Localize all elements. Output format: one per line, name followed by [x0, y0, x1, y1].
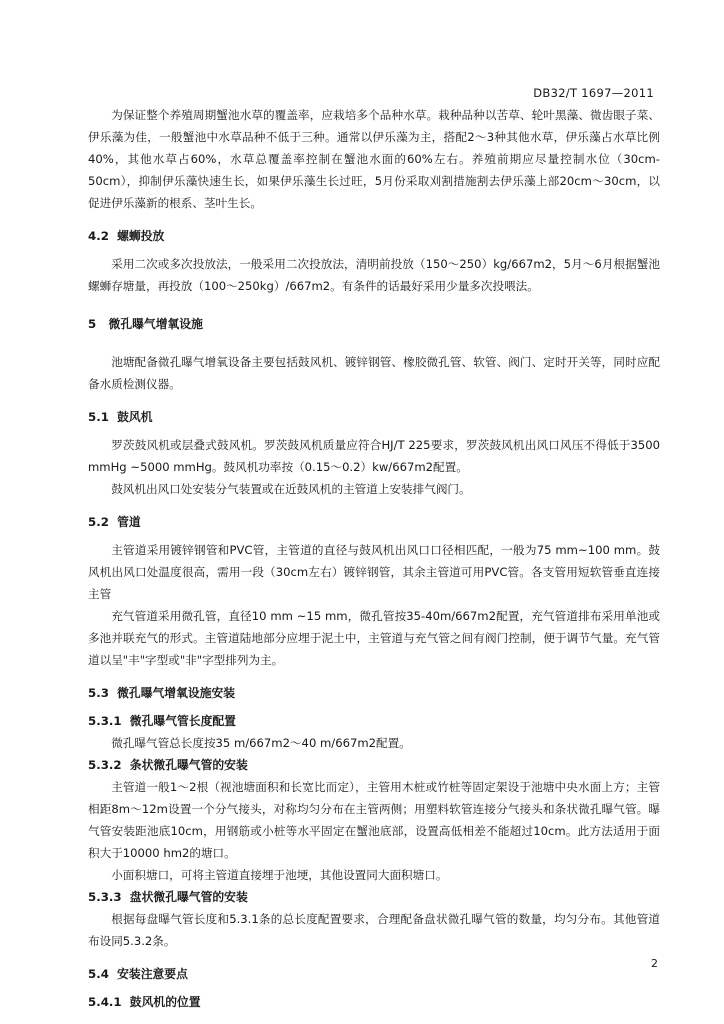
paragraph-5-2-b: 充气管道采用微孔管，直径10 mm ~15 mm，微孔管按35-40m/667m2配置，充气管道排布采用单池或多池并联充气的形式。主管道陆地部分应埋于泥土中，主管道与充气管之间有阀门控制，便于调节气量。充气管道以呈"丰"字型或"非"字型排列为主。 — [88, 609, 660, 667]
paragraph-5-3-3: 根据每盘曝气管长度和5.3.1条的总长度配置要求，合理配备盘状微孔曝气管的数量，均匀分布。其他管道布设同5.3.2条。 — [88, 912, 660, 948]
heading-5-1: 5.1 鼓风机 — [88, 410, 153, 424]
heading-5-4-1: 5.4.1 鼓风机的位置 — [88, 995, 201, 1009]
heading-4-2: 4.2 螺蛳投放 — [88, 229, 165, 243]
paragraph-5-3-1: 微孔曝气管总长度按35 m/667m2～40 m/667m2配置。 — [111, 736, 411, 750]
document-code: DB32/T 1697—2011 — [533, 86, 654, 100]
paragraph-5: 池塘配备微孔曝气增氧设备主要包括鼓风机、镀锌钢管、橡胶微孔管、软管、阀门、定时开关等，同时应配备水质检测仪器。 — [88, 355, 660, 391]
heading-5-4: 5.4 安装注意要点 — [88, 967, 188, 981]
heading-5-2: 5.2 管道 — [88, 515, 141, 529]
heading-5-3-2: 5.3.2 条状微孔曝气管的安装 — [88, 758, 248, 772]
paragraph-aquatic-plants: 为保证整个养殖周期蟹池水草的覆盖率，应栽培多个品种水草。栽种品种以苦草、轮叶黑藻、微齿眼子菜、伊乐藻为佳，一般蟹池中水草品种不低于三种。通常以伊乐藻为主，搭配2～3种其他水草，伊乐藻占水草比例40%，其他水草占60%，水草总覆盖率控制在蟹池水面的60%左右。养殖前期应尽量控制水位（30cm-50cm），抑制伊乐藻快速生长，如果伊乐藻生长过旺，5月份采取刈割措施割去伊乐藻上部20cm～30cm，以促进伊乐藻新的根系、茎叶生长。 — [88, 108, 660, 210]
paragraph-5-3-2-b: 小面积塘口，可将主管道直接埋于池埂，其他设置同大面积塘口。 — [111, 868, 448, 882]
heading-5-3-1: 5.3.1 微孔曝气管长度配置 — [88, 714, 236, 728]
page-number: 2 — [651, 957, 658, 970]
paragraph-5-3-2-a: 主管道一般1～2根（视池塘面积和长宽比而定），主管用木桩或竹桩等固定架设于池塘中央水面上方；主管相距8m～12m设置一个分气接头，对称均匀分布在主管两侧；用塑料软管连接分气接头和条状微孔曝气管。曝气管安装距池底10cm，用钢筋或小桩等水平固定在蟹池底部，设置高低相差不能超过10cm。此方法适用于面积大于10000 hm2的塘口。 — [88, 780, 660, 860]
heading-5-3: 5.3 微孔曝气增氧设施安装 — [88, 686, 236, 700]
heading-5-3-3: 5.3.3 盘状微孔曝气管的安装 — [88, 890, 248, 904]
paragraph-5-2-a: 主管道采用镀锌钢管和PVC管，主管道的直径与鼓风机出风口口径相匹配，一般为75 mm~100 mm。鼓风机出风口处温度很高，需用一段（30cm左右）镀锌钢管，其余主管道可用PVC管。各支管用短软管垂直连接主管 — [88, 543, 660, 601]
document-body — [88, 104, 660, 1013]
paragraph-4-2: 采用二次或多次投放法，一般采用二次投放法，清明前投放（150～250）kg/667m2，5月～6月根据蟹池螺蛳存塘量，再投放（100～250kg）/667m2。有条件的话最好采用少量多次投喂法。 — [88, 257, 660, 293]
heading-5: 5 微孔曝气增氧设施 — [88, 317, 203, 331]
paragraph-5-1-a: 罗茨鼓风机或层叠式鼓风机。罗茨鼓风机质量应符合HJ/T 225要求，罗茨鼓风机出风口风压不得低于3500 mmHg ~5000 mmHg。鼓风机功率按（0.15～0.2）kw/667m2配置。 — [88, 438, 660, 474]
paragraph-5-1-b: 鼓风机出风口处安装分气装置或在近鼓风机的主管道上安装排气阀门。 — [111, 482, 471, 496]
